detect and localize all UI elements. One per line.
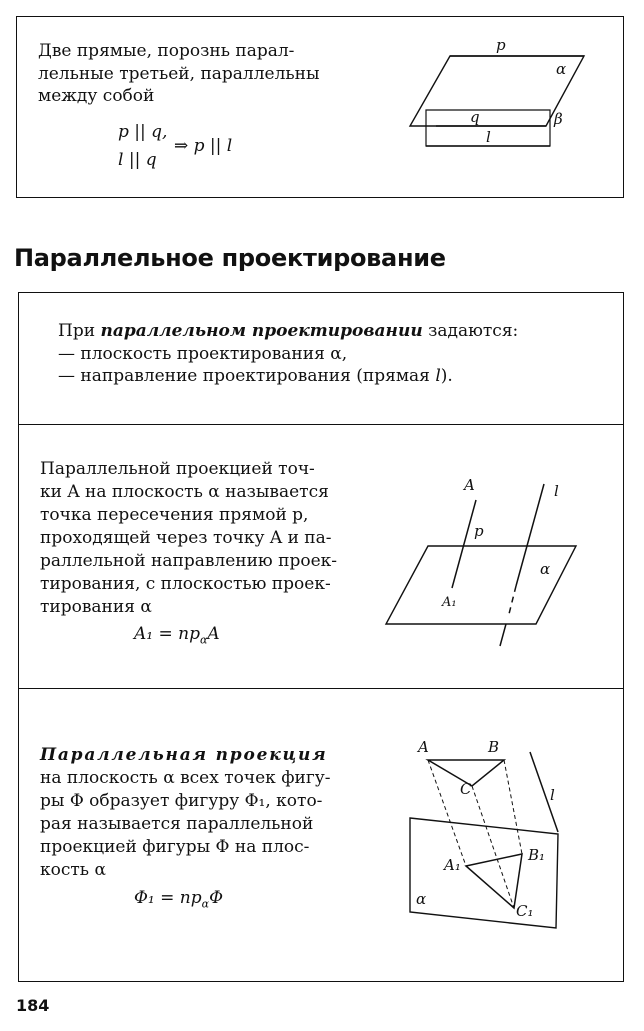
label-C: C [460, 780, 472, 798]
figure-projection-formula: $\Phi_1 = пр_\alpha\Phi$ [134, 888, 224, 911]
proj-A [428, 760, 466, 866]
theorem-formula-premise-2: l || q [118, 150, 157, 170]
label-B: B [488, 738, 500, 756]
label-p: p [496, 36, 506, 54]
label-A: A [418, 738, 429, 756]
label-alpha: α [416, 890, 427, 908]
divider-2 [18, 688, 624, 689]
theorem-formula-conclusion: ⇒ p || l [174, 136, 233, 156]
figure-projection-figure [400, 738, 600, 938]
label-q: q [470, 108, 480, 126]
line-l-hidden [508, 586, 516, 618]
label-B1: B₁ [528, 846, 546, 864]
label-p: p [474, 522, 484, 540]
label-A1: A₁ [444, 856, 461, 874]
label-A: A [464, 476, 475, 494]
line-p [452, 500, 476, 588]
theorem-statement: Две прямые, порознь парал- лельные третьей, параллельны между собой [38, 41, 320, 106]
projection-definition: При параллельном проектировании задаются: — плоскость проектирования α, — направление проектирования (прямая l). [58, 321, 519, 386]
label-alpha: α [556, 60, 567, 78]
label-l: l [550, 786, 555, 804]
section-title: Параллельное проектирование [14, 244, 446, 272]
triangle-A1B1C1 [466, 854, 522, 908]
point-projection-figure [380, 470, 590, 650]
point-projection-formula: $A_1 = пр_\alpha A$ [134, 624, 220, 647]
point-projection-text: Параллельной проекцией точ- ки A на плоскость α называется точка пересечения прямой p, проходящей через точку A и па- раллельной направлению проек- тирования, с плоскостью проек- тирования α [40, 459, 338, 617]
plane-alpha [410, 818, 558, 928]
page-number: 184 [16, 996, 50, 1015]
label-beta: β [554, 110, 563, 128]
label-alpha: α [540, 560, 551, 578]
line-l-lower [500, 624, 506, 646]
proj-B [504, 760, 522, 854]
label-C1: C₁ [516, 902, 534, 920]
figure-projection-text: Параллельная проекция на плоскость α всех точек фигу- ры Φ образует фигуру Φ₁, кото- рая называется параллельной проекцией фигуры Φ на плос- кость α [40, 745, 331, 880]
parallel-planes-figure [400, 34, 600, 164]
label-l: l [554, 482, 559, 500]
divider-1 [18, 424, 624, 425]
theorem-formula-premise-1: p || q, [118, 122, 168, 142]
label-l: l [486, 128, 491, 146]
plane-alpha [386, 546, 576, 624]
label-A1: A₁ [442, 595, 457, 610]
